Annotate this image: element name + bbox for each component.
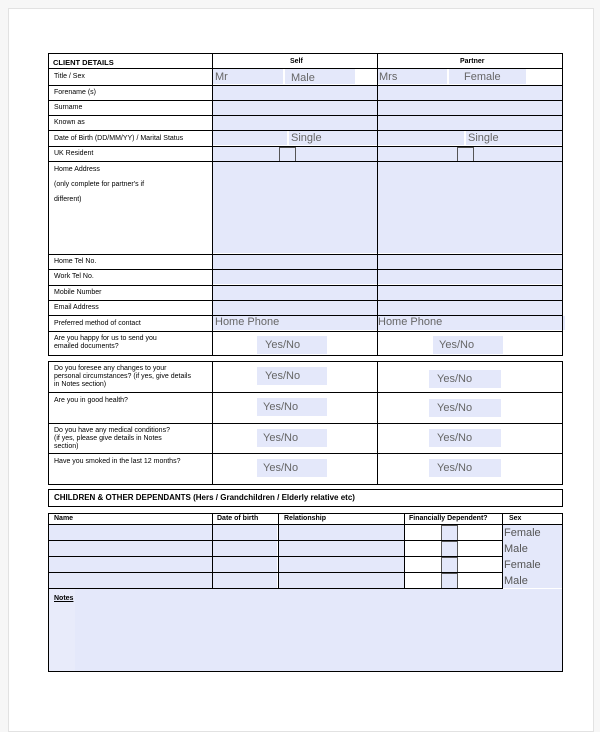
dependant-1-dob[interactable]	[213, 525, 277, 540]
q1-partner-value: Yes/No	[437, 373, 473, 385]
self-sex-value: Male	[291, 72, 315, 84]
q3-partner-value: Yes/No	[437, 432, 473, 444]
dependant-4-financial-checkbox[interactable]	[441, 573, 458, 589]
self-contact-value: Home Phone	[215, 316, 280, 328]
self-title-value: Mr	[215, 71, 228, 83]
q2-label: Are you in good health?	[54, 397, 128, 404]
partner-contact-value: Home Phone	[378, 316, 443, 328]
notes-field[interactable]	[49, 589, 562, 671]
self-uk-resident-checkbox[interactable]	[279, 147, 296, 162]
notes-label: Notes	[54, 595, 74, 602]
partner-dob-field[interactable]	[378, 131, 464, 145]
dependants-heading: CHILDREN & OTHER DEPENDANTS (Hers / Grandchildren / Elderly relative etc)	[54, 493, 355, 502]
mobile-label: Mobile Number	[54, 289, 102, 296]
partner-home-address-field[interactable]	[378, 162, 562, 253]
dependant-1-relationship[interactable]	[279, 525, 404, 540]
q3-self-value: Yes/No	[263, 432, 299, 444]
home-tel-label: Home Tel No.	[54, 258, 97, 265]
dependant-2-name[interactable]	[49, 541, 212, 556]
dependant-3-relationship[interactable]	[279, 557, 404, 572]
dependants-financial-heading: Financially Dependent?	[409, 515, 488, 522]
self-column-heading: Self	[290, 58, 303, 65]
partner-mobile-field[interactable]	[378, 286, 562, 300]
dependant-4-dob[interactable]	[213, 573, 277, 588]
q3-label-line2: (if yes, please give details in Notes	[54, 435, 162, 442]
home-address-label: Home Address	[54, 166, 100, 173]
q2-partner-value: Yes/No	[437, 402, 473, 414]
dependant-3-sex-value: Female	[504, 559, 541, 571]
partner-sex-value: Female	[464, 71, 501, 83]
dependant-4-sex-value: Male	[504, 575, 528, 587]
q1-label-line1: Do you foresee any changes to your	[54, 365, 167, 372]
forename-label: Forename (s)	[54, 89, 97, 96]
work-tel-label: Work Tel No.	[54, 273, 94, 280]
emailed-docs-label: Are you happy for us to send you	[54, 335, 157, 342]
q4-label: Have you smoked in the last 12 months?	[54, 458, 181, 465]
self-email-field[interactable]	[213, 301, 377, 315]
form-page	[8, 8, 594, 732]
self-dob-field[interactable]	[213, 131, 287, 145]
dependant-3-name[interactable]	[49, 557, 212, 572]
dependant-3-financial-checkbox[interactable]	[441, 557, 458, 573]
self-work-tel-field[interactable]	[213, 270, 377, 284]
self-emailed-docs-value: Yes/No	[265, 339, 301, 351]
q2-self-value: Yes/No	[263, 401, 299, 413]
dependants-name-heading: Name	[54, 515, 74, 522]
self-mobile-field[interactable]	[213, 286, 377, 300]
dependant-4-name[interactable]	[49, 573, 212, 588]
dependants-relationship-heading: Relationship	[284, 515, 327, 522]
dependant-3-dob[interactable]	[213, 557, 277, 572]
dependant-4-relationship[interactable]	[279, 573, 404, 588]
partner-work-tel-field[interactable]	[378, 270, 562, 284]
partner-home-tel-field[interactable]	[378, 255, 562, 269]
self-marital-value: Single	[291, 132, 322, 144]
preferred-contact-label: Preferred method of contact	[54, 320, 141, 327]
dependants-dob-heading: Date of birth	[217, 515, 259, 522]
self-surname-field[interactable]	[213, 101, 377, 115]
self-known-as-field[interactable]	[213, 116, 377, 130]
emailed-docs-label-cont: emailed documents?	[54, 343, 119, 350]
dependant-2-dob[interactable]	[213, 541, 277, 556]
partner-forename-field[interactable]	[378, 86, 562, 100]
dependants-sex-heading: Sex	[509, 515, 522, 522]
dependant-2-sex-value: Male	[504, 543, 528, 555]
partner-emailed-docs-value: Yes/No	[439, 339, 475, 351]
q1-self-value: Yes/No	[265, 370, 301, 382]
uk-resident-label: UK Resident	[54, 150, 94, 157]
email-label: Email Address	[54, 304, 99, 311]
title-sex-label: Title / Sex	[54, 73, 85, 80]
self-home-address-field[interactable]	[213, 162, 377, 253]
q1-label-line3: in Notes section)	[54, 381, 107, 388]
partner-column-heading: Partner	[460, 58, 485, 65]
surname-label: Surname	[54, 104, 83, 111]
partner-marital-value: Single	[468, 132, 499, 144]
dependant-1-name[interactable]	[49, 525, 212, 540]
partner-title-value: Mrs	[379, 71, 398, 83]
partner-surname-field[interactable]	[378, 101, 562, 115]
q4-self-value: Yes/No	[263, 462, 299, 474]
dependant-1-sex-value: Female	[504, 527, 541, 539]
partner-known-as-field[interactable]	[378, 116, 562, 130]
dob-marital-label: Date of Birth (DD/MM/YY) / Marital Status	[54, 135, 184, 142]
self-home-tel-field[interactable]	[213, 255, 377, 269]
self-forename-field[interactable]	[213, 86, 377, 100]
q1-label-line2: personal circumstances? (if yes, give details	[54, 373, 191, 380]
dependant-1-financial-checkbox[interactable]	[441, 525, 458, 541]
home-address-note: (only complete for partner's if	[54, 181, 145, 188]
dependant-2-financial-checkbox[interactable]	[441, 541, 458, 557]
partner-uk-resident-checkbox[interactable]	[457, 147, 474, 162]
dependant-2-relationship[interactable]	[279, 541, 404, 556]
partner-email-field[interactable]	[378, 301, 562, 315]
known-as-label: Known as	[54, 119, 85, 126]
q3-label-line1: Do you have any medical conditions?	[54, 427, 170, 434]
q4-partner-value: Yes/No	[437, 462, 473, 474]
q3-label-line3: section)	[54, 443, 79, 450]
home-address-note-cont: different)	[54, 196, 82, 203]
client-details-heading: CLIENT DETAILS	[53, 58, 114, 67]
